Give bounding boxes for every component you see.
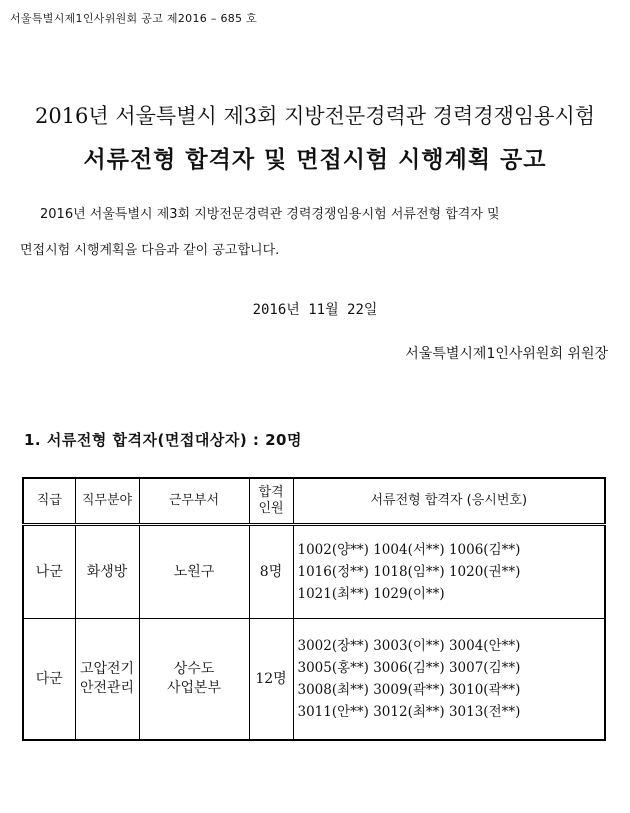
results-table xyxy=(22,477,606,741)
document-number: 서울특별시제1인사위원회 공고 제2016 – 685 호 xyxy=(10,12,258,25)
row-grade: 나군 xyxy=(23,525,75,619)
row-field: 화생방 xyxy=(75,525,139,619)
row-field-line1: 고압전기 xyxy=(79,661,135,677)
header-list: 서류전형 합격자 (응시번호) xyxy=(293,478,605,525)
row-dept-line2: 사업본부 xyxy=(166,680,222,696)
row-grade: 다군 xyxy=(23,619,75,741)
row-field-line2: 안전관리 xyxy=(79,680,135,696)
row-count: 8명 xyxy=(249,525,293,619)
row-applicants xyxy=(293,525,605,619)
signer: 서울특별시제1인사위원회 위원장 xyxy=(405,346,608,362)
applicant-line: 3008(최**) 3009(곽**) 3010(곽**) xyxy=(297,682,521,698)
applicant-line: 1002(양**) 1004(서**) 1006(김**) xyxy=(297,542,521,558)
intro-line-2: 면접시험 시행계획을 다음과 같이 공고합니다. xyxy=(20,243,280,258)
row-dept-line1: 상수도 xyxy=(173,661,215,677)
row-field xyxy=(75,619,139,741)
title-line-1: 2016년 서울특별시 제3회 지방전문경력관 경력경쟁임용시험 xyxy=(34,104,596,128)
header-count xyxy=(249,478,293,525)
header-dept: 근무부서 xyxy=(139,478,249,525)
intro-line-1: 2016년 서울특별시 제3회 지방전문경력관 경력경쟁임용시험 서류전형 합격자 및 xyxy=(40,207,500,222)
row-applicants xyxy=(293,619,605,741)
header-count-line2: 인원 xyxy=(258,501,284,516)
row-dept: 노원구 xyxy=(139,525,249,619)
applicant-line: 3005(홍**) 3006(김**) 3007(김**) xyxy=(297,660,521,676)
applicant-line: 3002(장**) 3003(이**) 3004(안**) xyxy=(297,638,521,654)
header-grade: 직급 xyxy=(23,478,75,525)
row-dept xyxy=(139,619,249,741)
applicant-line: 1021(최**) 1029(이**) xyxy=(297,586,445,602)
table-row xyxy=(23,619,605,741)
section-heading: 1. 서류전형 합격자(면접대상자) : 20명 xyxy=(24,431,302,449)
title-line-2: 서류전형 합격자 및 면접시험 시행계획 공고 xyxy=(83,146,547,173)
announcement-date: 2016년 11월 22일 xyxy=(252,302,378,318)
applicant-line: 1016(정**) 1018(임**) 1020(권**) xyxy=(297,564,521,580)
applicant-line: 3011(안**) 3012(최**) 3013(전**) xyxy=(297,704,521,720)
header-count-line1: 합격 xyxy=(258,485,284,500)
row-count: 12명 xyxy=(249,619,293,741)
header-field: 직무분야 xyxy=(75,478,139,525)
table-header-row xyxy=(23,478,605,525)
table-row xyxy=(23,525,605,619)
